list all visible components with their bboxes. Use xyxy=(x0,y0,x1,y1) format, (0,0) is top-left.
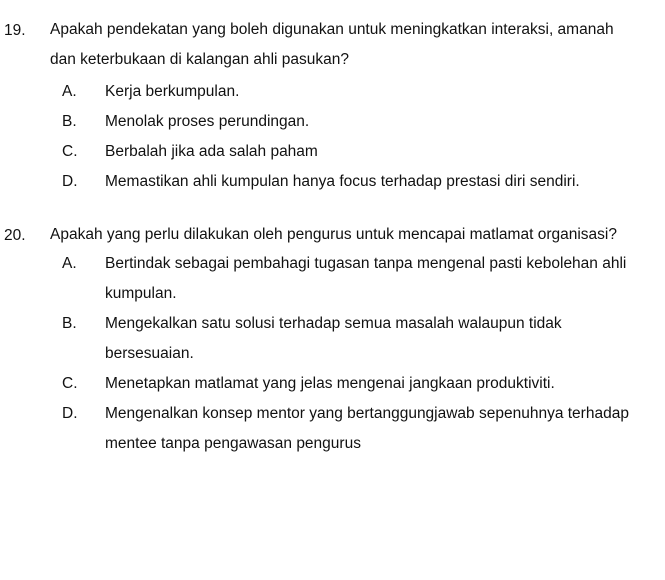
option-text-line: Bertindak sebagai pembahagi tugasan tanpa mengenal pasti kebolehan ahli xyxy=(105,255,627,272)
option-text: Berbalah jika ada salah paham xyxy=(105,143,318,160)
question-text-line: Apakah pendekatan yang boleh digunakan untuk meningkatkan interaksi, amanah xyxy=(50,21,614,38)
option-20-d xyxy=(0,399,665,459)
question-text-line: dan keterbukaan di kalangan ahli pasukan? xyxy=(50,51,350,68)
option-text xyxy=(105,249,663,309)
question-20-options xyxy=(0,249,665,459)
option-text-line: kumpulan. xyxy=(105,285,177,302)
option-19-b xyxy=(0,107,665,137)
question-19-options xyxy=(0,77,665,197)
question-number: 20. xyxy=(4,227,26,244)
option-19-c xyxy=(0,137,665,167)
option-letter: A. xyxy=(62,83,77,100)
option-20-b xyxy=(0,309,665,369)
option-text-line: Mengenalkan konsep mentor yang bertanggungjawab sepenuhnya terhadap xyxy=(105,405,629,422)
option-letter: A. xyxy=(62,255,77,272)
option-text: Memastikan ahli kumpulan hanya focus terhadap prestasi diri sendiri. xyxy=(105,173,580,190)
option-20-c xyxy=(0,369,665,399)
option-text xyxy=(105,309,663,369)
option-letter: C. xyxy=(62,143,78,160)
option-letter: D. xyxy=(62,173,78,190)
option-19-d xyxy=(0,167,665,197)
option-text: Kerja berkumpulan. xyxy=(105,83,240,100)
option-text-line: bersesuaian. xyxy=(105,345,194,362)
option-letter: B. xyxy=(62,315,77,332)
question-number: 19. xyxy=(4,22,26,39)
option-text-line: mentee tanpa pengawasan pengurus xyxy=(105,435,361,452)
option-letter: D. xyxy=(62,405,78,422)
option-20-a xyxy=(0,249,665,309)
option-letter: B. xyxy=(62,113,77,130)
option-text: Menetapkan matlamat yang jelas mengenai jangkaan produktiviti. xyxy=(105,375,555,392)
question-text xyxy=(50,15,662,75)
option-19-a xyxy=(0,77,665,107)
question-text-line: Apakah yang perlu dilakukan oleh pengurus untuk mencapai matlamat organisasi? xyxy=(50,226,617,243)
option-letter: C. xyxy=(62,375,78,392)
question-text xyxy=(50,220,662,250)
option-text xyxy=(105,399,663,459)
option-text-line: Mengekalkan satu solusi terhadap semua masalah walaupun tidak xyxy=(105,315,562,332)
option-text: Menolak proses perundingan. xyxy=(105,113,310,130)
